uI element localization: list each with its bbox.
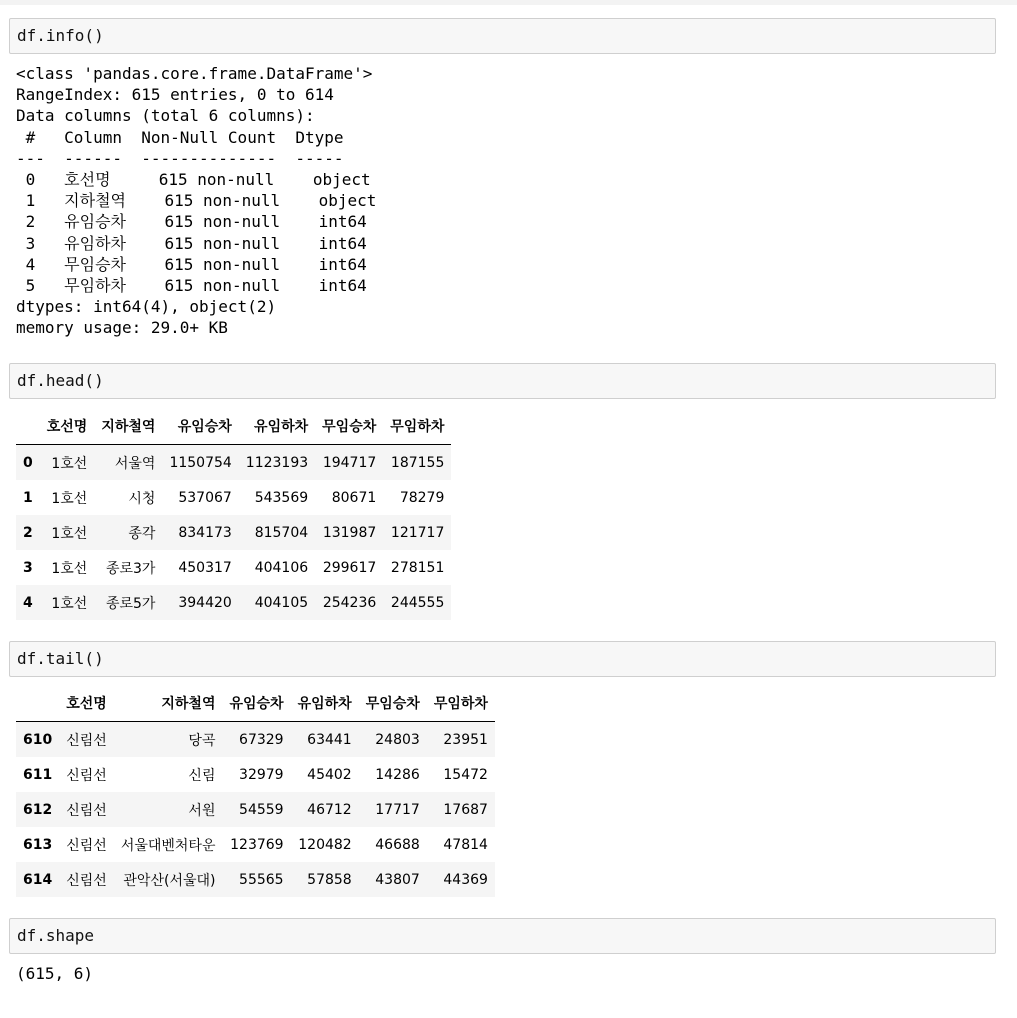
column-header — [16, 407, 40, 445]
table-row — [16, 445, 451, 481]
table-cell: 394420 — [178, 594, 232, 611]
table-row — [16, 585, 451, 620]
cell-input-text: df.head() — [17, 371, 104, 390]
row-index: 4 — [23, 594, 33, 611]
table-cell: 46712 — [307, 801, 352, 818]
table-cell: 서울대벤처타운 — [120, 837, 216, 854]
table-cell: 17687 — [443, 801, 488, 818]
info-output-line: --- ------ -------------- ----- — [16, 148, 354, 168]
code-cell-shape[interactable] — [9, 918, 996, 954]
row-index: 2 — [23, 524, 33, 541]
table-cell: 187155 — [390, 454, 445, 471]
table-cell: 543569 — [254, 489, 309, 506]
head-dataframe — [16, 407, 451, 620]
cell-input-text: df.tail() — [17, 649, 104, 668]
code-cell-info[interactable] — [9, 18, 996, 54]
table-cell: 131987 — [322, 524, 377, 541]
table-cell: 254236 — [322, 594, 377, 611]
info-output-line: 3 유임하차 615 non-null int64 — [16, 233, 377, 253]
table-cell: 1호선 — [51, 525, 88, 542]
top-border — [0, 0, 1017, 5]
table-cell: 44369 — [443, 871, 488, 888]
table-row — [16, 480, 451, 515]
cell-input-text: df.info() — [17, 26, 104, 45]
table-cell: 1호선 — [51, 560, 88, 577]
table-cell: 244555 — [390, 594, 445, 611]
table-cell: 서원 — [188, 802, 216, 819]
table-cell: 67329 — [239, 731, 284, 748]
table-cell: 신림선 — [66, 837, 107, 854]
info-output-line: RangeIndex: 615 entries, 0 to 614 — [16, 85, 334, 105]
code-cell-tail[interactable] — [9, 641, 996, 677]
info-output-line: dtypes: int64(4), object(2) — [16, 297, 277, 317]
info-output-line: memory usage: 29.0+ KB — [16, 318, 228, 338]
table-cell: 당곡 — [188, 732, 216, 749]
table-cell: 278151 — [390, 559, 445, 576]
info-output-line: # Column Non-Null Count Dtype — [16, 127, 354, 147]
table-cell: 537067 — [178, 489, 232, 506]
table-cell: 57858 — [307, 871, 352, 888]
table-cell: 관악산(서울대) — [123, 872, 216, 889]
table-cell: 1호선 — [51, 490, 88, 507]
column-header: 지하철역 — [94, 407, 162, 445]
table-cell: 15472 — [443, 766, 488, 783]
table-cell: 404105 — [254, 594, 309, 611]
table-cell: 834173 — [178, 524, 232, 541]
table-cell: 32979 — [239, 766, 284, 783]
table-cell: 종로5가 — [105, 595, 156, 612]
info-output-line: 1 지하철역 615 non-null object — [16, 191, 377, 211]
table-cell: 123769 — [230, 836, 284, 853]
table-cell: 299617 — [322, 559, 377, 576]
column-header: 유임승차 — [162, 407, 238, 445]
table-cell: 신림선 — [66, 872, 107, 889]
row-index: 610 — [23, 731, 53, 748]
table-cell: 서울역 — [114, 455, 156, 472]
row-index: 612 — [23, 801, 53, 818]
cell-input-text: df.shape — [17, 926, 95, 945]
table-cell: 45402 — [307, 766, 352, 783]
column-header: 유임하차 — [291, 684, 359, 722]
table-cell: 63441 — [307, 731, 352, 748]
table-cell: 24803 — [375, 731, 420, 748]
table-cell: 1호선 — [51, 455, 88, 472]
table-cell: 78279 — [399, 489, 445, 506]
table-cell: 54559 — [239, 801, 284, 818]
table-cell: 47814 — [443, 836, 488, 853]
table-cell: 14286 — [375, 766, 420, 783]
column-header: 유임승차 — [222, 684, 290, 722]
table-cell: 23951 — [443, 731, 488, 748]
table-cell: 신림선 — [66, 802, 107, 819]
table-row — [16, 757, 495, 792]
row-index: 0 — [23, 454, 33, 471]
code-cell-head[interactable] — [9, 363, 996, 399]
table-cell: 종로3가 — [105, 560, 156, 577]
column-header — [16, 684, 59, 722]
row-index: 1 — [23, 489, 33, 506]
info-output-line: 0 호선명 615 non-null object — [16, 170, 371, 190]
column-header: 유임하차 — [239, 407, 315, 445]
table-cell: 1호선 — [51, 595, 88, 612]
table-cell: 17717 — [375, 801, 420, 818]
table-cell: 1123193 — [245, 454, 309, 471]
row-index: 613 — [23, 836, 53, 853]
column-header: 무임승차 — [315, 407, 383, 445]
table-cell: 신림 — [188, 767, 216, 784]
column-header: 무임하차 — [383, 407, 451, 445]
table-cell: 194717 — [322, 454, 377, 471]
table-cell: 시청 — [128, 490, 156, 507]
column-header: 무임승차 — [359, 684, 427, 722]
column-header: 호선명 — [40, 407, 95, 445]
info-output-line: <class 'pandas.core.frame.DataFrame'> — [16, 64, 373, 83]
shape-output: (615, 6) — [16, 964, 94, 983]
table-row — [16, 827, 495, 862]
table-cell: 1150754 — [169, 454, 232, 471]
table-cell: 450317 — [178, 559, 232, 576]
table-row — [16, 515, 451, 550]
table-cell: 신림선 — [66, 767, 107, 784]
table-cell: 55565 — [239, 871, 284, 888]
table-cell: 종각 — [128, 525, 156, 542]
table-cell: 신림선 — [66, 732, 107, 749]
table-cell: 404106 — [254, 559, 309, 576]
column-header: 무임하차 — [427, 684, 495, 722]
table-cell: 815704 — [254, 524, 309, 541]
info-output-line: 2 유임승차 615 non-null int64 — [16, 212, 377, 232]
column-header: 호선명 — [59, 684, 114, 722]
table-cell: 46688 — [375, 836, 420, 853]
table-row — [16, 550, 451, 585]
table-row — [16, 792, 495, 827]
table-cell: 80671 — [331, 489, 377, 506]
table-cell: 121717 — [390, 524, 445, 541]
table-cell: 43807 — [375, 871, 420, 888]
info-output-line: 5 무임하차 615 non-null int64 — [16, 276, 377, 296]
info-output — [16, 63, 376, 339]
row-index: 611 — [23, 766, 53, 783]
info-output-line: 4 무임승차 615 non-null int64 — [16, 254, 377, 274]
table-cell: 120482 — [298, 836, 352, 853]
table-row — [16, 862, 495, 897]
table-row — [16, 722, 495, 758]
tail-dataframe — [16, 684, 495, 897]
info-output-line: Data columns (total 6 columns): — [16, 106, 315, 126]
column-header: 지하철역 — [114, 684, 223, 722]
row-index: 614 — [23, 871, 53, 888]
row-index: 3 — [23, 559, 33, 576]
